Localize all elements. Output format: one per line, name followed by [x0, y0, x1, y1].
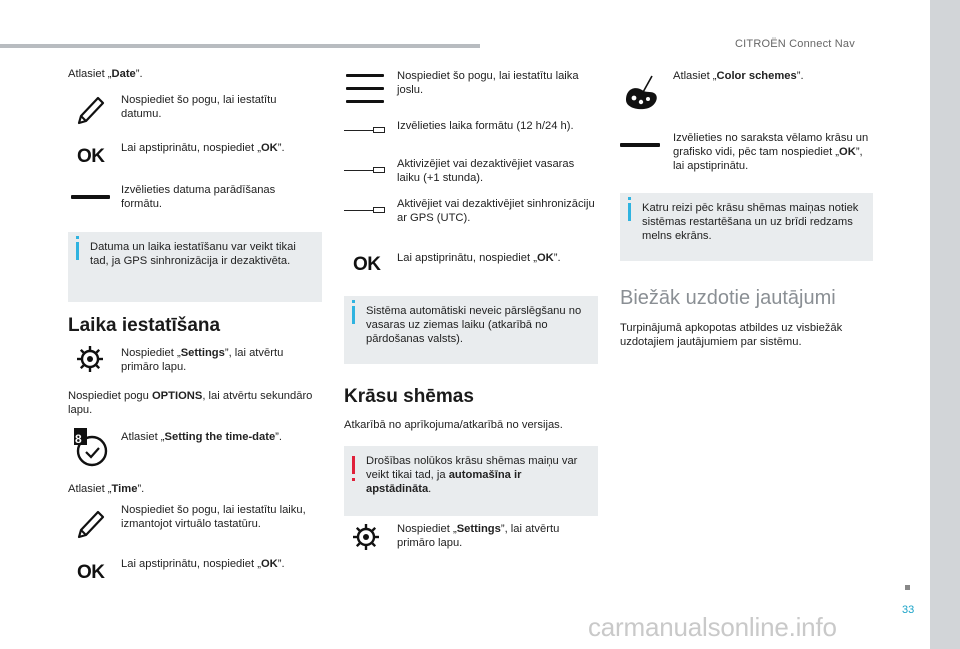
section-heading-time: Laika iestatīšana — [68, 315, 221, 336]
step-pencil-date: Nospiediet šo pogu, lai iestatītu datumu. — [121, 94, 277, 120]
warning-text: Drošības nolūkos krāsu shēmas maiņu var veikt tikai tad, ja automašīna ir apstādināta. — [366, 455, 578, 495]
step-choose-scheme: Izvēlieties no saraksta vēlamo krāsu un grafisko vidi, pēc tam nospiediet „OK”, lai apstiprinātu. — [673, 132, 869, 172]
badge-number: 8 — [75, 432, 82, 446]
step-menu-bar: Nospiediet šo pogu, lai iestatītu laika joslu. — [397, 70, 579, 96]
warning-note — [344, 446, 598, 516]
list-selector-icon — [71, 195, 110, 199]
info-note-dst — [344, 296, 598, 364]
palette-icon — [620, 72, 662, 114]
options-text: Nospiediet pogu OPTIONS, lai atvērtu sekundāro lapu. — [68, 390, 313, 416]
page-number: 33 — [902, 604, 915, 616]
toggle-icon — [373, 207, 385, 213]
info-note-text: Sistēma automātiski neveic pārslēgšanu no vasaras uz ziemas laiku (atkarībā no pārdošanas valsts). — [366, 305, 582, 345]
info-note-text: Datuma un laika iestatīšanu var veikt tikai tad, ja GPS sinhronizācija ir dezaktivēta. — [90, 241, 296, 267]
step-pencil-time: Nospiediet šo pogu, lai iestatītu laiku, izmantojot virtuālo tastatūru. — [121, 504, 306, 530]
pencil-icon — [76, 94, 106, 126]
gear-icon — [351, 522, 381, 552]
end-marker — [905, 585, 910, 590]
step-time-format: Izvēlieties laika formātu (12 h/24 h). — [397, 120, 574, 132]
info-icon — [76, 242, 79, 260]
color-intro: Atkarībā no aprīkojuma/atkarībā no versijas. — [344, 419, 563, 431]
ok-button-icon: OK — [77, 562, 105, 583]
faq-intro: Turpinājumā apkopotas atbildes uz visbiežāk uzdotajiem jautājumiem par sistēmu. — [620, 322, 843, 348]
info-note-restart — [620, 193, 873, 261]
step-date-format: Izvēlieties datuma parādīšanas formātu. — [121, 184, 276, 210]
menu-icon-bar-2 — [346, 87, 384, 90]
step-color-schemes: Atlasiet „Color schemes”. — [673, 70, 804, 82]
step-settings-2: Nospiediet „Settings”, lai atvērtu primāro lapu. — [397, 523, 560, 549]
brand-label: CITROËN Connect Nav — [735, 38, 855, 50]
watermark: carmanualsonline.info — [588, 612, 837, 642]
pencil-icon — [76, 508, 106, 540]
info-icon — [352, 306, 355, 324]
info-note-text: Katru reizi pēc krāsu shēmas maiņas notiek sistēmas restartēšana un uz brīdi redzams melns ekrāns. — [642, 202, 859, 242]
toggle-line — [344, 170, 374, 171]
header-rule — [0, 44, 480, 48]
step-ok-3: Lai apstiprinātu, nospiediet „OK”. — [397, 252, 561, 264]
menu-icon-bar-3 — [346, 100, 384, 103]
ok-button-icon: OK — [353, 254, 381, 275]
toggle-line — [344, 210, 374, 211]
menu-icon-bar-1 — [346, 74, 384, 77]
toggle-line — [344, 130, 374, 131]
step-ok-1: Lai apstiprinātu, nospiediet „OK”. — [121, 142, 285, 154]
select-date-text: Atlasiet „Date”. — [68, 68, 143, 80]
step-settings: Nospiediet „Settings”, lai atvērtu primāro lapu. — [121, 347, 284, 373]
list-selector-icon — [620, 143, 660, 147]
step-dst: Aktivizējiet vai dezaktivējiet vasaras laiku (+1 stunda). — [397, 158, 575, 184]
gear-icon — [75, 344, 105, 374]
ok-button-icon: OK — [77, 146, 105, 167]
info-note-gps — [68, 232, 322, 302]
toggle-icon — [373, 127, 385, 133]
section-heading-colors: Krāsu shēmas — [344, 386, 474, 407]
select-time-text: Atlasiet „Time”. — [68, 483, 145, 495]
step-setting-time-date: Atlasiet „Setting the time-date”. — [121, 431, 283, 443]
warning-icon — [352, 456, 355, 474]
page-edge-tab — [930, 0, 960, 649]
toggle-icon — [373, 167, 385, 173]
info-icon — [628, 203, 631, 221]
step-gps-sync: Aktivējiet vai dezaktivējiet sinhronizāciju ar GPS (UTC). — [397, 198, 595, 224]
faq-heading: Biežāk uzdotie jautājumi — [620, 287, 836, 309]
step-ok-2: Lai apstiprinātu, nospiediet „OK”. — [121, 558, 285, 570]
